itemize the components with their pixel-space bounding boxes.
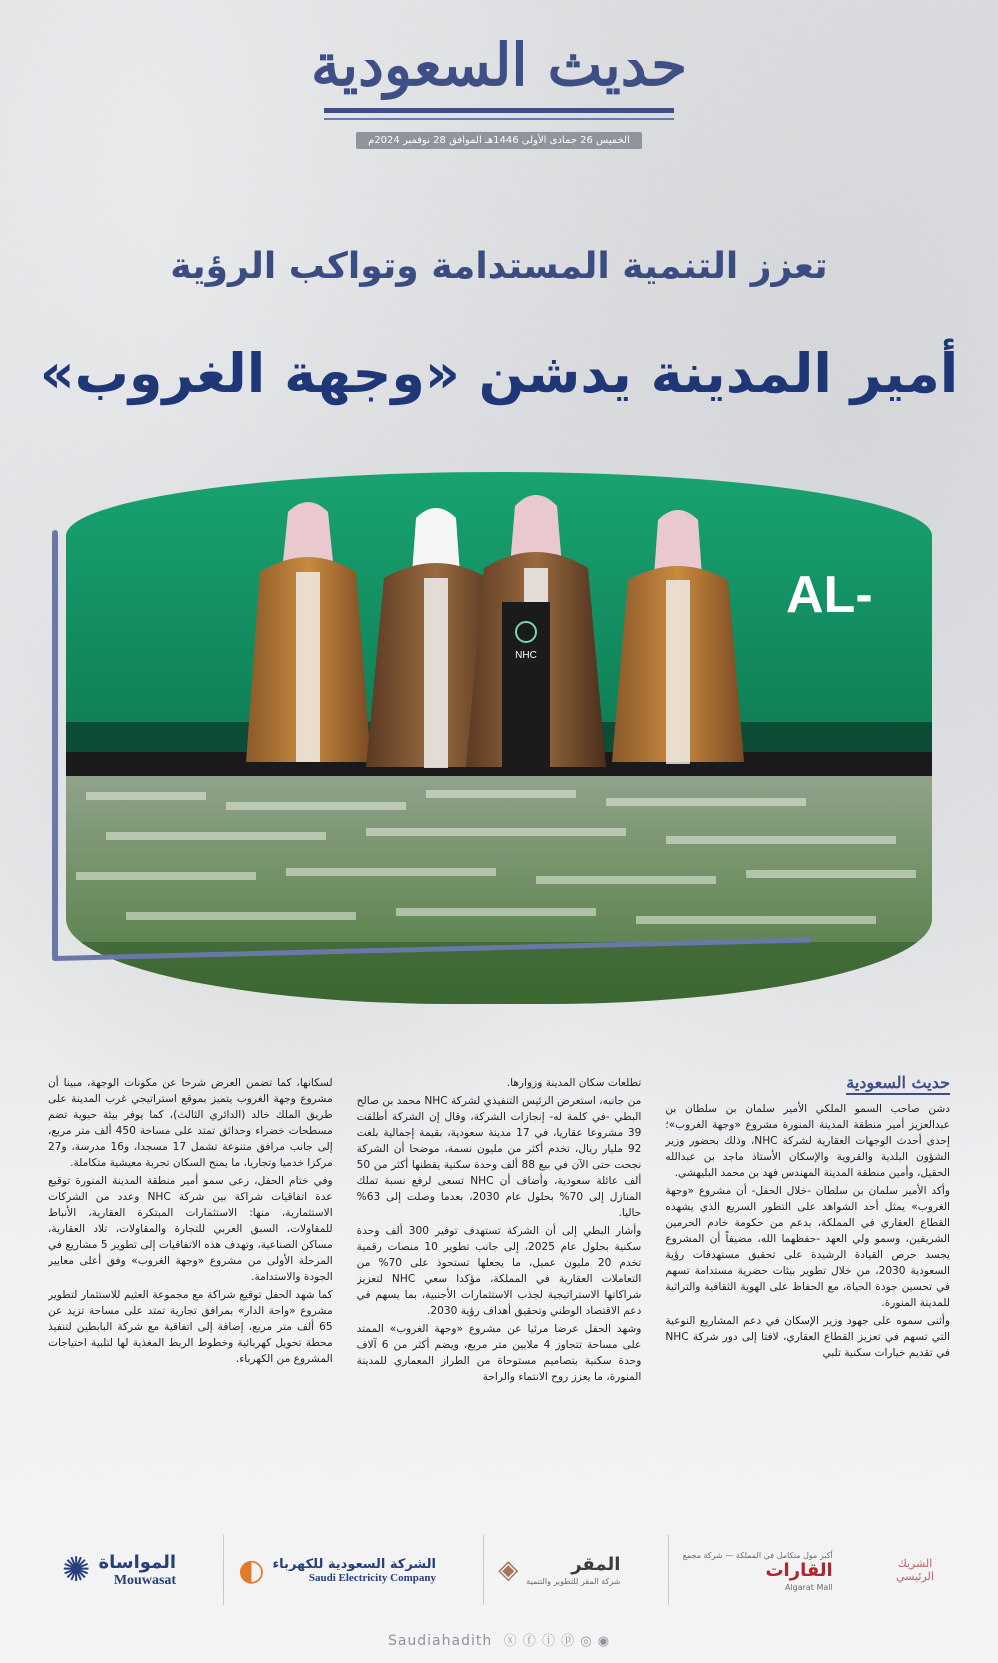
sponsor-sub: شركة المقر للتطوير والتنمية xyxy=(526,1577,621,1586)
newspaper-logo: حديث السعودية xyxy=(310,31,688,99)
paragraph: وشهد الحفل عرضا مرئيا عن مشروع «وجهة الغروب» الممتد على مساحة تتجاوز 4 ملايين متر مربع، ويضم أكثر من 6 آلاف وحدة سكنية بتصاميم مستوحاة من الطراز المعماري للمدينة المنورة، ما يعزز روح الانتماء والراحة xyxy=(356,1323,642,1383)
sec-logo-icon: ◐ xyxy=(238,1552,265,1588)
hero-frame-left xyxy=(52,530,58,960)
sponsor-strip xyxy=(48,1525,950,1615)
sponsor-name: القارات xyxy=(765,1559,833,1581)
masthead xyxy=(0,28,998,149)
hero-illustration xyxy=(66,472,932,1004)
sponsor-en: Mouwasat xyxy=(113,1572,177,1588)
social-handle[interactable]: Saudiahadith xyxy=(387,1633,493,1649)
almaqar-logo-icon: ◈ xyxy=(498,1555,519,1585)
paragraph: وأثنى سموه على جهود وزير الإسكان في دعم المشاريع النوعية التي تسهم في تعزيز القطاع العقاري، لافتا إلى دور شركة NHC في تقديم خيارات سكنية تلبي xyxy=(665,1315,950,1359)
logo-rule-thin xyxy=(324,118,674,120)
main-partner-label: الشريك الرئيسي xyxy=(896,1557,934,1583)
logo-rule xyxy=(324,108,674,113)
issue-date: الخميس 26 جمادى الأولى 1446هـ الموافق 28 نوفمبر 2024م xyxy=(356,132,642,149)
mouwasat-logo-icon: ✺ xyxy=(62,1550,91,1590)
screen-text: AL- xyxy=(786,566,873,624)
paragraph: تطلعات سكان المدينة وزوارها. xyxy=(506,1077,642,1089)
sponsor-en: Algarat Mall xyxy=(784,1582,833,1592)
sponsor-sec[interactable] xyxy=(223,1535,450,1605)
paragraph: وأشار البطي إلى أن الشركة تستهدف توفير 300 ألف وحدة سكنية بحلول عام 2025، إلى جانب تطوير 10 منصات رقمية تخدم 20 مليون عميل، ما يجعلها تستحوذ على 70% من التعاملات العقارية في المملكة، مؤكدا سعي NHC لتعزيز شراكاتها الاستراتيجية لجذب الاستثمارات الأجنبية، بما يسهم في دعم الاقتصاد الوطني وتحقيق أهداف رؤية 2030. xyxy=(356,1225,642,1317)
sponsor-name: المواساة xyxy=(98,1551,177,1573)
kicker-headline: تعزز التنمية المستدامة وتواكب الرؤية xyxy=(170,246,828,287)
paragraph: لسكانها، كما تضمن العرض شرحا عن مكونات الوجهة، مبينا أن مشروع وجهة الغروب يتميز بموقع استراتيجي غرب المدينة على طريق الملك خالد (الدائري الثالث)، كما يوفر بيئة حيوية تضم مسطحات خضراء وحدائق تمتد على مساحة 450 ألف متر مربع، إلى جانب مرافق متنوعة تشمل 17 مسجدا، و16 مدرسة، و27 مركزا خدميا وتجاريا، ما يمنح السكان تجربة معيشية متكاملة. xyxy=(47,1077,333,1169)
hero-photo xyxy=(66,472,932,1004)
paragraph: دشن صاحب السمو الملكي الأمير سلمان بن سلطان بن عبدالعزيز أمير منطقة المدينة المنورة مشروع «وجهة الغروب»؛ إحدى أحدث الوجهات العقارية لشركة NHC، وذلك بحضور وزير الشؤون البلدية والقروية والإسكان الأستاذ ماجد بن عبدالله الحقيل، وأمين منطقة المدينة المهندس فهد بن محمد البليهشي. xyxy=(665,1103,950,1179)
sponsor-algarat[interactable] xyxy=(668,1535,847,1605)
sponsor-sub: أكبر مول متكامل في المملكة — شركة مجمع xyxy=(682,1550,833,1560)
social-footer xyxy=(0,1630,998,1649)
sponsor-almaqar[interactable] xyxy=(483,1535,634,1605)
podium-logo-text: NHC xyxy=(515,650,537,661)
paragraph: وأكد الأمير سلمان بن سلطان -خلال الحفل- أن مشروع «وجهة الغروب» يمثل أحد الشواهد على التطور السريع الذي يشهده القطاع العقاري في المملكة، بدعم من حكومة خادم الحرمين الشريفين، وسمو ولي العهد -حفظهما الله، مضيفاً أن المشروع يجسد حرص القيادة الرشيدة على تحقيق مستهدفات رؤية السعودية 2030، من خلال تطوير بيئات حضرية مستدامة تسهم في تحسين جودة الحياة، مع الحفاظ على الهوية الثقافية والتراثية للمدينة المنورة. xyxy=(665,1185,950,1309)
paragraph: من جانبه، استعرض الرئيس التنفيذي لشركة NHC محمد بن صالح البطي -في كلمة له- إنجازات الشركة، وقال إن الشركة أطلقت 39 مشروعا عقاريا، في 17 مدينة سعودية، بقيمة إجمالية بلغت 92 مليار ريال، تخدم أكثر من مليون نسمة، موضحا أن الشركة نجحت حتى الآن في بيع 88 ألف وحدة سكنية يقطنها أكثر من 50 ألف عائلة سعودية، وأضاف أن NHC تسعى لرفع نسبة تملك المنازل إلى 70% بحلول عام 2030، بعدما وصلت إلى 63% حاليا. xyxy=(356,1095,642,1219)
sponsor-name: الشركة السعودية للكهرباء xyxy=(272,1556,436,1572)
paragraph: كما شهد الحفل توقيع شراكة مع مجموعة العثيم للاستثمار لتطوير مشروع «واحة الدار» بمرافق تجارية تمتد على مساحة تزيد عن 65 ألف متر مربع، إضافة إلى اتفاقية مع شركة البابطين لتنفيذ محطة تحويل كهربائية وخطوط الربط المغذية لها لتلبية احتياجات المشروع من الكهرباء. xyxy=(47,1289,333,1365)
main-headline: أمير المدينة يدشن «وجهة الغروب» xyxy=(39,342,959,405)
section-tag: حديث السعودية xyxy=(846,1075,950,1095)
sponsor-en: Saudi Electricity Company xyxy=(308,1571,436,1584)
sponsor-name: المقر xyxy=(571,1554,621,1575)
social-icons[interactable]: ◉ ◎ ⓧ ⓕ ⓘ ⓟ xyxy=(503,1634,611,1649)
paragraph: وفي ختام الحفل، رعى سمو أمير منطقة المدينة المنورة توقيع عدة اتفاقيات شراكة بين شركة NHC وعدد من الشركات الاستثمارية، منها: الاستثمارات المبتكرة العقارية، الأنباط للمقاولات، السبق العربي للتجارة والمقاولات، تلاد العقارية، مساكن الصناعية، وتهدف هذه الاتفاقيات إلى تطوير 5 مشاريع في المرحلة الأولى من مشروع «وجهة الغروب» وفق أعلى معايير الجودة والاستدامة. xyxy=(47,1175,333,1283)
sponsor-mouwasat[interactable] xyxy=(48,1535,190,1605)
nhc-podium xyxy=(502,602,550,772)
